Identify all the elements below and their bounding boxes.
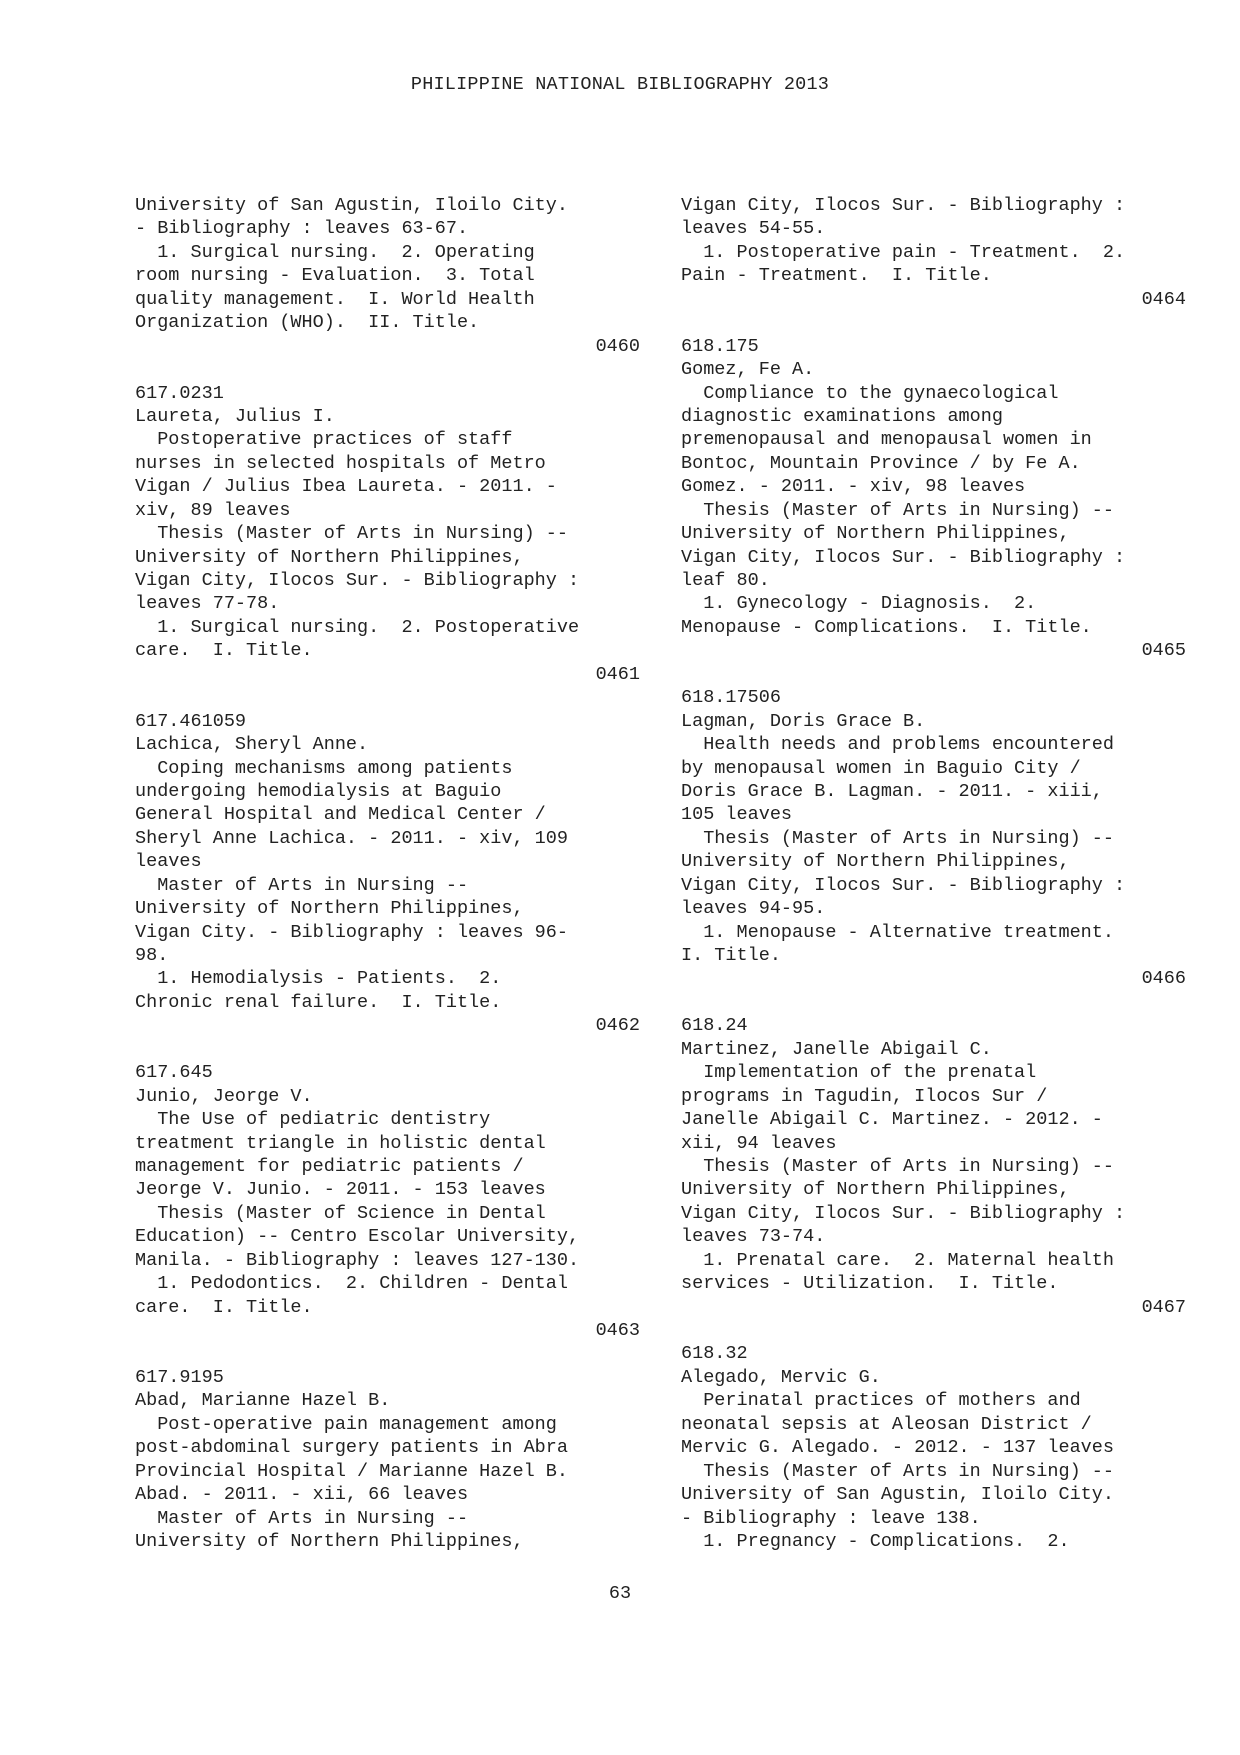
text-line: Master of Arts in Nursing -- [135,1507,469,1529]
text-line: Gomez. - 2011. - xiv, 98 leaves [681,476,1026,498]
text-line: Pain - Treatment. I. Title. [681,265,992,287]
page-number: 63 [608,1583,632,1604]
text-line: Perinatal practices of mothers and [681,1390,1081,1412]
control-number: 0463 [595,1320,640,1341]
call-number: 617.461059 [135,710,247,732]
blank-line [681,1319,1186,1342]
text-line: Thesis (Master of Arts in Nursing) -- [135,523,568,545]
control-number: 0467 [1141,1296,1186,1318]
text-line: Vigan City, Ilocos Sur. - Bibliography : [681,195,1126,216]
text-line: Implementation of the prenatal [681,1062,1037,1084]
text-line: post-abdominal surgery patients in Abra [135,1437,568,1459]
text-line: General Hospital and Medical Center / [135,804,546,826]
text-line: undergoing hemodialysis at Baguio [135,780,502,802]
text-line: Organization (WHO). II. Title. [135,312,480,334]
left-column [135,194,640,1553]
text-line: Education) -- Centro Escolar University, [135,1226,580,1248]
text-line: care. I. Title. [135,1296,313,1318]
text-line: Lagman, Doris Grace B. [681,710,926,732]
text-line: Abad, Marianne Hazel B. [135,1390,391,1412]
text-line: quality management. I. World Health [135,288,535,310]
text-line: Bontoc, Mountain Province / by Fe A. [681,452,1081,474]
text-line: 1. Prenatal care. 2. Maternal health [681,1249,1114,1271]
text-line: University of Northern Philippines, [135,546,524,568]
control-number: 0461 [595,663,640,685]
text-line: Menopause - Complications. I. Title. [681,616,1092,638]
text-line: Provincial Hospital / Marianne Hazel B. [135,1460,568,1482]
call-number: 617.0231 [135,382,224,404]
text-line: Master of Arts in Nursing -- [135,874,469,896]
call-number: 618.24 [681,1015,748,1037]
text-line: Gomez, Fe A. [681,359,815,381]
text-line: Laureta, Julius I. [135,405,335,427]
text-line: Martinez, Janelle Abigail C. [681,1038,992,1060]
text-line: 1. Gynecology - Diagnosis. 2. [681,593,1037,615]
blank-line [135,1342,640,1365]
text-line: Post-operative pain management among [135,1413,557,1435]
blank-line [681,663,1186,686]
text-line: Doris Grace B. Lagman. - 2011. - xiii, [681,780,1103,802]
control-number: 0464 [1141,288,1186,310]
text-line: leaf 80. [681,570,770,591]
text-line: Thesis (Master of Arts in Nursing) -- [681,827,1114,849]
text-line: Alegado, Mervic G. [681,1366,881,1388]
text-line: leaves [135,851,202,873]
text-line: University of San Agustin, Iloilo City. [135,195,568,216]
control-number: 0465 [1141,640,1186,662]
text-line: Chronic renal failure. I. Title. [135,991,502,1013]
text-line: leaves 77-78. [135,593,280,615]
text-line: Vigan City, Ilocos Sur. - Bibliography : [681,546,1126,568]
text-line: Janelle Abigail C. Martinez. - 2012. - [681,1109,1103,1131]
text-line: Sheryl Anne Lachica. - 2011. - xiv, 109 [135,827,568,849]
text-line: Coping mechanisms among patients [135,757,513,779]
text-line: Thesis (Master of Arts in Nursing) -- [681,1460,1114,1482]
text-line: neonatal sepsis at Aleosan District / [681,1413,1092,1435]
text-line: - Bibliography : leave 138. [681,1507,981,1529]
text-line: University of Northern Philippines, [135,898,524,920]
text-line: room nursing - Evaluation. 3. Total [135,265,535,287]
text-line: Manila. - Bibliography : leaves 127-130. [135,1249,580,1271]
control-number: 0462 [595,1015,640,1037]
text-line: services - Utilization. I. Title. [681,1273,1059,1295]
text-line: Vigan City, Ilocos Sur. - Bibliography : [135,570,580,591]
text-line: 1. Surgical nursing. 2. Postoperative [135,616,580,638]
text-line: Vigan / Julius Ibea Laureta. - 2011. - [135,476,557,498]
text-line: 105 leaves [681,804,793,826]
blank-line [135,1038,640,1061]
text-line: University of Northern Philippines, [681,851,1070,873]
text-line: Jeorge V. Junio. - 2011. - 153 leaves [135,1179,546,1201]
call-number: 618.17506 [681,687,781,709]
text-line: leaves 73-74. [681,1226,826,1248]
text-line: treatment triangle in holistic dental [135,1132,546,1154]
text-line: 1. Pregnancy - Complications. 2. [681,1530,1070,1552]
text-line: University of Northern Philippines, [681,523,1070,545]
text-line: Vigan City. - Bibliography : leaves 96- [135,921,568,943]
text-line: Postoperative practices of staff [135,429,513,451]
blank-line [135,358,640,381]
blank-line [681,311,1186,334]
text-line: Thesis (Master of Arts in Nursing) -- [681,1155,1114,1177]
text-line: xiv, 89 leaves [135,499,291,521]
control-number: 0466 [1141,968,1186,990]
text-line: xii, 94 leaves [681,1132,837,1154]
text-line: Vigan City, Ilocos Sur. - Bibliography : [681,1202,1126,1224]
control-number: 0460 [595,335,640,357]
text-line: nurses in selected hospitals of Metro [135,452,546,474]
text-line: 1. Hemodialysis - Patients. 2. [135,968,502,990]
blank-line [135,686,640,709]
text-line: I. Title. [681,945,781,966]
text-line: 1. Menopause - Alternative treatment. [681,921,1114,943]
text-line: 1. Pedodontics. 2. Children - Dental [135,1273,568,1295]
text-line: Thesis (Master of Science in Dental [135,1202,546,1224]
running-header: PHILIPPINE NATIONAL BIBLIOGRAPHY 2013 [410,74,830,95]
call-number: 617.645 [135,1062,213,1084]
text-line: 98. [135,945,169,966]
text-line: leaves 54-55. [681,218,826,240]
text-line: Lachica, Sheryl Anne. [135,734,369,756]
text-line: programs in Tagudin, Ilocos Sur / [681,1085,1048,1107]
text-line: management for pediatric patients / [135,1155,524,1177]
right-column [681,194,1186,1553]
text-line: Mervic G. Alegado. - 2012. - 137 leaves [681,1437,1114,1459]
blank-line [681,991,1186,1014]
text-line: 1. Surgical nursing. 2. Operating [135,241,535,263]
text-line: premenopausal and menopausal women in [681,429,1092,451]
text-line: 1. Postoperative pain - Treatment. 2. [681,241,1126,263]
text-line: Abad. - 2011. - xii, 66 leaves [135,1484,469,1506]
text-line: University of San Agustin, Iloilo City. [681,1484,1114,1506]
call-number: 618.32 [681,1343,748,1365]
text-line: care. I. Title. [135,640,313,662]
text-line: University of Northern Philippines, [135,1530,524,1552]
text-line: leaves 94-95. [681,898,826,920]
call-number: 618.175 [681,335,759,357]
text-line: by menopausal women in Baguio City / [681,757,1081,779]
text-line: Vigan City, Ilocos Sur. - Bibliography : [681,874,1126,896]
text-line: Health needs and problems encountered [681,734,1114,756]
text-line: Compliance to the gynaecological [681,382,1059,404]
text-line: University of Northern Philippines, [681,1179,1070,1201]
text-line: - Bibliography : leaves 63-67. [135,218,469,240]
text-line: The Use of pediatric dentistry [135,1109,491,1131]
text-line: diagnostic examinations among [681,405,1003,427]
text-line: Thesis (Master of Arts in Nursing) -- [681,499,1114,521]
call-number: 617.9195 [135,1366,224,1388]
text-line: Junio, Jeorge V. [135,1085,313,1107]
